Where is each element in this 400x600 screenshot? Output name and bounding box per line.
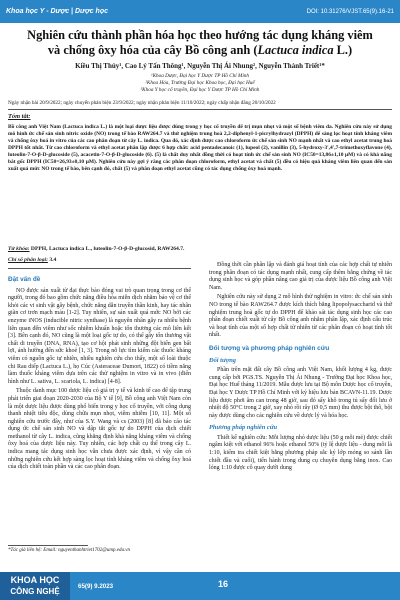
logo-line-1: KHOA HỌC (10, 575, 60, 585)
doi-link[interactable]: DOI: 10.31276/VJST.65(9).16-21 (306, 8, 394, 15)
journal-logo (0, 572, 70, 600)
logo-line-2: CÔNG NGHỆ (10, 587, 60, 596)
divider-top (8, 109, 392, 110)
author-list: Kiều Thị Thúy¹, Cao Lý Tấn Thông¹, Nguyễn Thị Ái Nhung², Nguyễn Thành Triết¹* (75, 62, 325, 70)
left-column (8, 276, 191, 474)
keywords-label: Từ khóa: (8, 246, 30, 252)
classification-text: 3.4 (47, 257, 57, 263)
subheading-method: Phương pháp nghiên cứu (209, 424, 278, 432)
page-number: 16 (218, 579, 229, 589)
right-paragraph-method: Thiết kế nghiên cứu: Mỗi lượng nhỏ dược liệu (50 g mỗi mẻ) được chiết ngâm kiệt với ethanol 96% hoặc ethanol 50% (tỷ lệ dược liệu - dung môi là 1:10, kiểm tra chiết kiệt bằng phương pháp sắc ký lớp mỏng so sánh lần chiết đầu và cuối), tiến hành trong dung cụ chuyên dụng bằng inox. Cao lỏng 1:10 được cô quay dưới dung (209, 434, 392, 472)
corresponding-author-footnote: *Tác giả liên hệ: Email: nguyenthanhtriet1702@ump.edu.vn (8, 548, 130, 553)
right-paragraph-1: Đồng thời cần phân lập và đánh giá hoạt tính của các hợp chất tự nhiên trong phân đoạn có tác dụng mạnh nhất, cung cấp thêm bằng chứng về tác dụng sinh học và góp phần nâng cao giá trị của dược liệu Bồ công anh Việt Nam. (209, 262, 392, 291)
affiliation-1: ¹Khoa Dược, Đại học Y Dược TP Hồ Chí Minh (151, 73, 249, 79)
affiliation-3: ³Khoa Y học cổ truyền, Đại học Y Dược TP Hồ Chí Minh (140, 87, 260, 93)
footnote-divider (8, 545, 88, 546)
affiliations (10, 73, 390, 94)
issue-number: 65(9) 9.2023 (78, 582, 114, 590)
journal-section: Khoa học Y - Dược | Dược học (6, 8, 108, 15)
classification-label: Chỉ số phân loại: (8, 257, 48, 263)
right-column (209, 262, 392, 475)
article-title (20, 28, 380, 58)
section-heading-intro: Đặt vấn đề (8, 276, 41, 283)
left-paragraph-2: Thuộc danh mục 100 dược liệu có giá trị y tế và kinh tế cao để tập trung phát triển giai đoạn 2020-2030 của Bộ Y tế [9], Bồ công anh Việt Nam còn là một dược liệu được dùng phổ biến trong y học cổ truyền, với công dụng thanh nhiệt tiêu độc, dùng chữa mụn nhọt, viêm nhiễm [10, 11]. Một số nghiên cứu trước đây, như của S.Y. Wang và cs (2003) [8] đã báo cáo tác dụng ức chế sản sinh NO và dập tắt gốc tự do DPPH của dịch chiết methanol từ cây L. indica, cũng khẳng định khả năng kháng viêm và chống ôxy hoá của dược liệu này. Tuy nhiên, các hợp chất cụ thể trong cây L. indica mang tác dụng sinh học vẫn chưa được xác định, vì vậy cần có những nghiên cứu kết hợp sàng lọc hoạt tính kháng viêm và chống ôxy hoá của dịch chiết toàn phần và các cao phân đoạn. (8, 388, 191, 471)
keywords-text: DPPH, Lactuca indica L., luteolin-7-O-β-D-glucosid, RAW264.7. (29, 246, 185, 252)
abstract-label: Tóm tắt: (8, 113, 31, 120)
divider-left (8, 268, 191, 269)
journal-footer-bar (0, 572, 400, 600)
right-paragraph-object: Phần trên mặt đất cây Bồ công anh Việt Nam, khối lượng 4 kg, được cung cấp bởi PGS.TS. Nguyễn Thị Ái Nhung - Trường Đại học Khoa học, Đại học Huế tháng 11/2019. Mẫu được lưu tại Bộ môn Dược học cổ truyền, Đại học Y Dược TP Hồ Chí Minh với ký hiệu lưu bản BCAVN-11.19. Dược liệu được phơi âm can trong 48 giờ, sau đó sấy khô trong tủ sấy đối lưu ở nhiệt độ 50°C trong 2 giờ, xay nhỏ rồi rây (Ø 0,5 mm) thu được bột thô, bột này được dùng cho các nghiên cứu về dược lý và hóa học. (209, 367, 392, 419)
title-tail: L.) (333, 43, 353, 57)
section-heading-methods: Đối tượng và phương pháp nghiên cứu (209, 344, 330, 352)
affiliation-2: ²Khoa Hóa, Trường Đại học Khoa học, Đại học Huế (145, 80, 255, 86)
submission-dates: Ngày nhận bài 20/9/2022; ngày chuyển phản biện 23/9/2022; ngày nhận phản biện 11/10/2022; ngày chấp nhận đăng 20/10/2022 (8, 100, 276, 106)
subheading-object: Đối tượng (209, 356, 236, 364)
title-species: Lactuca indica (257, 43, 334, 57)
keywords (8, 246, 392, 252)
title-main: Nghiên cứu thành phần hóa học theo hướng tác dụng kháng viêm và chống ôxy hóa của cây Bồ công anh ( (27, 28, 373, 57)
right-paragraph-2: Nghiên cứu này sử dụng 2 mô hình thử nghiệm in vitro: ức chế sản sinh NO trong tế bào RAW264.7 được kích thích bằng lipopolysaccharid và thử nghiệm trung hoà gốc tự do DPPH để khảo sát tác dụng sinh học các cao phân đoạn chiết xuất từ cây Bồ công anh nhằm phân lập, xác định cấu trúc và hoạt tính của một số hợp chất từ nhiên từ các phân đoạn có hoạt tính tốt nhất. (209, 294, 392, 339)
left-paragraph-1: NO được sản xuất từ đại thực bào đóng vai trò quan trọng trong cơ thể người, trong đó bao gồm chức năng điều hòa miễn dịch nhằm bảo vệ cơ thể khỏi các vi sinh vật gây bệnh, chức năng dẫn truyền thần kinh, hay tác nhân giãn cơ trơn mạch máu [1-2]. Tuy nhiên, sự sản xuất quá mức NO bởi các enzyme iNOS (inducible nitric synthase) là nguyên nhân gây ra nhiều bệnh liên quan đến viêm như sốc nhiễm khuẩn hoặc tổn thương các mô liên kết [3]. Bên cạnh đó, NO cũng là một loại gốc tự do, có thể gây tổn thương vật chất di truyền (DNA, RNA), tạo cơ hội phát sinh những đột biến gen bất lợi, ảnh hưởng đến sức khoẻ [1, 3]. Trong nỗ lực tìm kiếm các thuốc kháng viêm có nguồn gốc tự nhiên, nhiều nghiên cứu cho thấy, một số loài thuộc chi Rau diếp (Lactuca L.), họ Cúc (Asteraceae Dumort, 1822) có tiềm năng làm thuốc kháng viêm dựa trên các thử nghiệm in vitro và in vivo (điển hình như L. sativa, L. scariola, L. indica) [4-8]. (8, 287, 191, 385)
journal-header-bar (0, 0, 400, 23)
abstract-text: Bồ công anh Việt Nam (Lactuca indica L.) là một loại dược liệu được dùng trong y học cổ truyền để trị mụn nhọt và một số bệnh viêm da. Nghiên cứu này sử dụng mô hình ức chế sản sinh nitric oxide (NO) trong tế bào RAW264.7 và thử nghiệm trung hoà 2,2-diphenyl-1-picrylhydrazyl (DPPH) để sàng lọc hoạt tính kháng viêm và chống ôxy hoá in vitro của các cao phân đoạn từ cây L. indica. Qua đó, xác định được cao chloroform ức chế sản sinh NO mạnh nhất và cao ethyl acetat trung hoà DPPH tốt nhất. Từ cao chloroform và ethyl acetat phân lập được 6 hợp chất: acid pentadecanoic (1), lupeol (2), vanillin (3), 5-hydroxy-3',4',7-trimethoxyflavone (4), luteolin-7-O-β-D-glucoside (5), acacetin-7-O-β-D-glucoside (6). (5) là chất duy nhất đồng thời có hoạt tính ức chế sản sinh NO (IC50=13,86±1,10 μM) và có khả năng bắt gốc DPPH (IC50=26,93±0,10 μM). Nghiên cứu này gợi ý rằng các phân đoạn chloroform, ethyl acetat và chất (5) đều có hiệu quả kháng viêm liên quan đến sản xuất quá mức NO trong tế bào, bên cạnh đó, chất (5) và phân đoạn ethyl acetat cũng có tác dụng chống ôxy hoá mạnh. (8, 124, 392, 173)
